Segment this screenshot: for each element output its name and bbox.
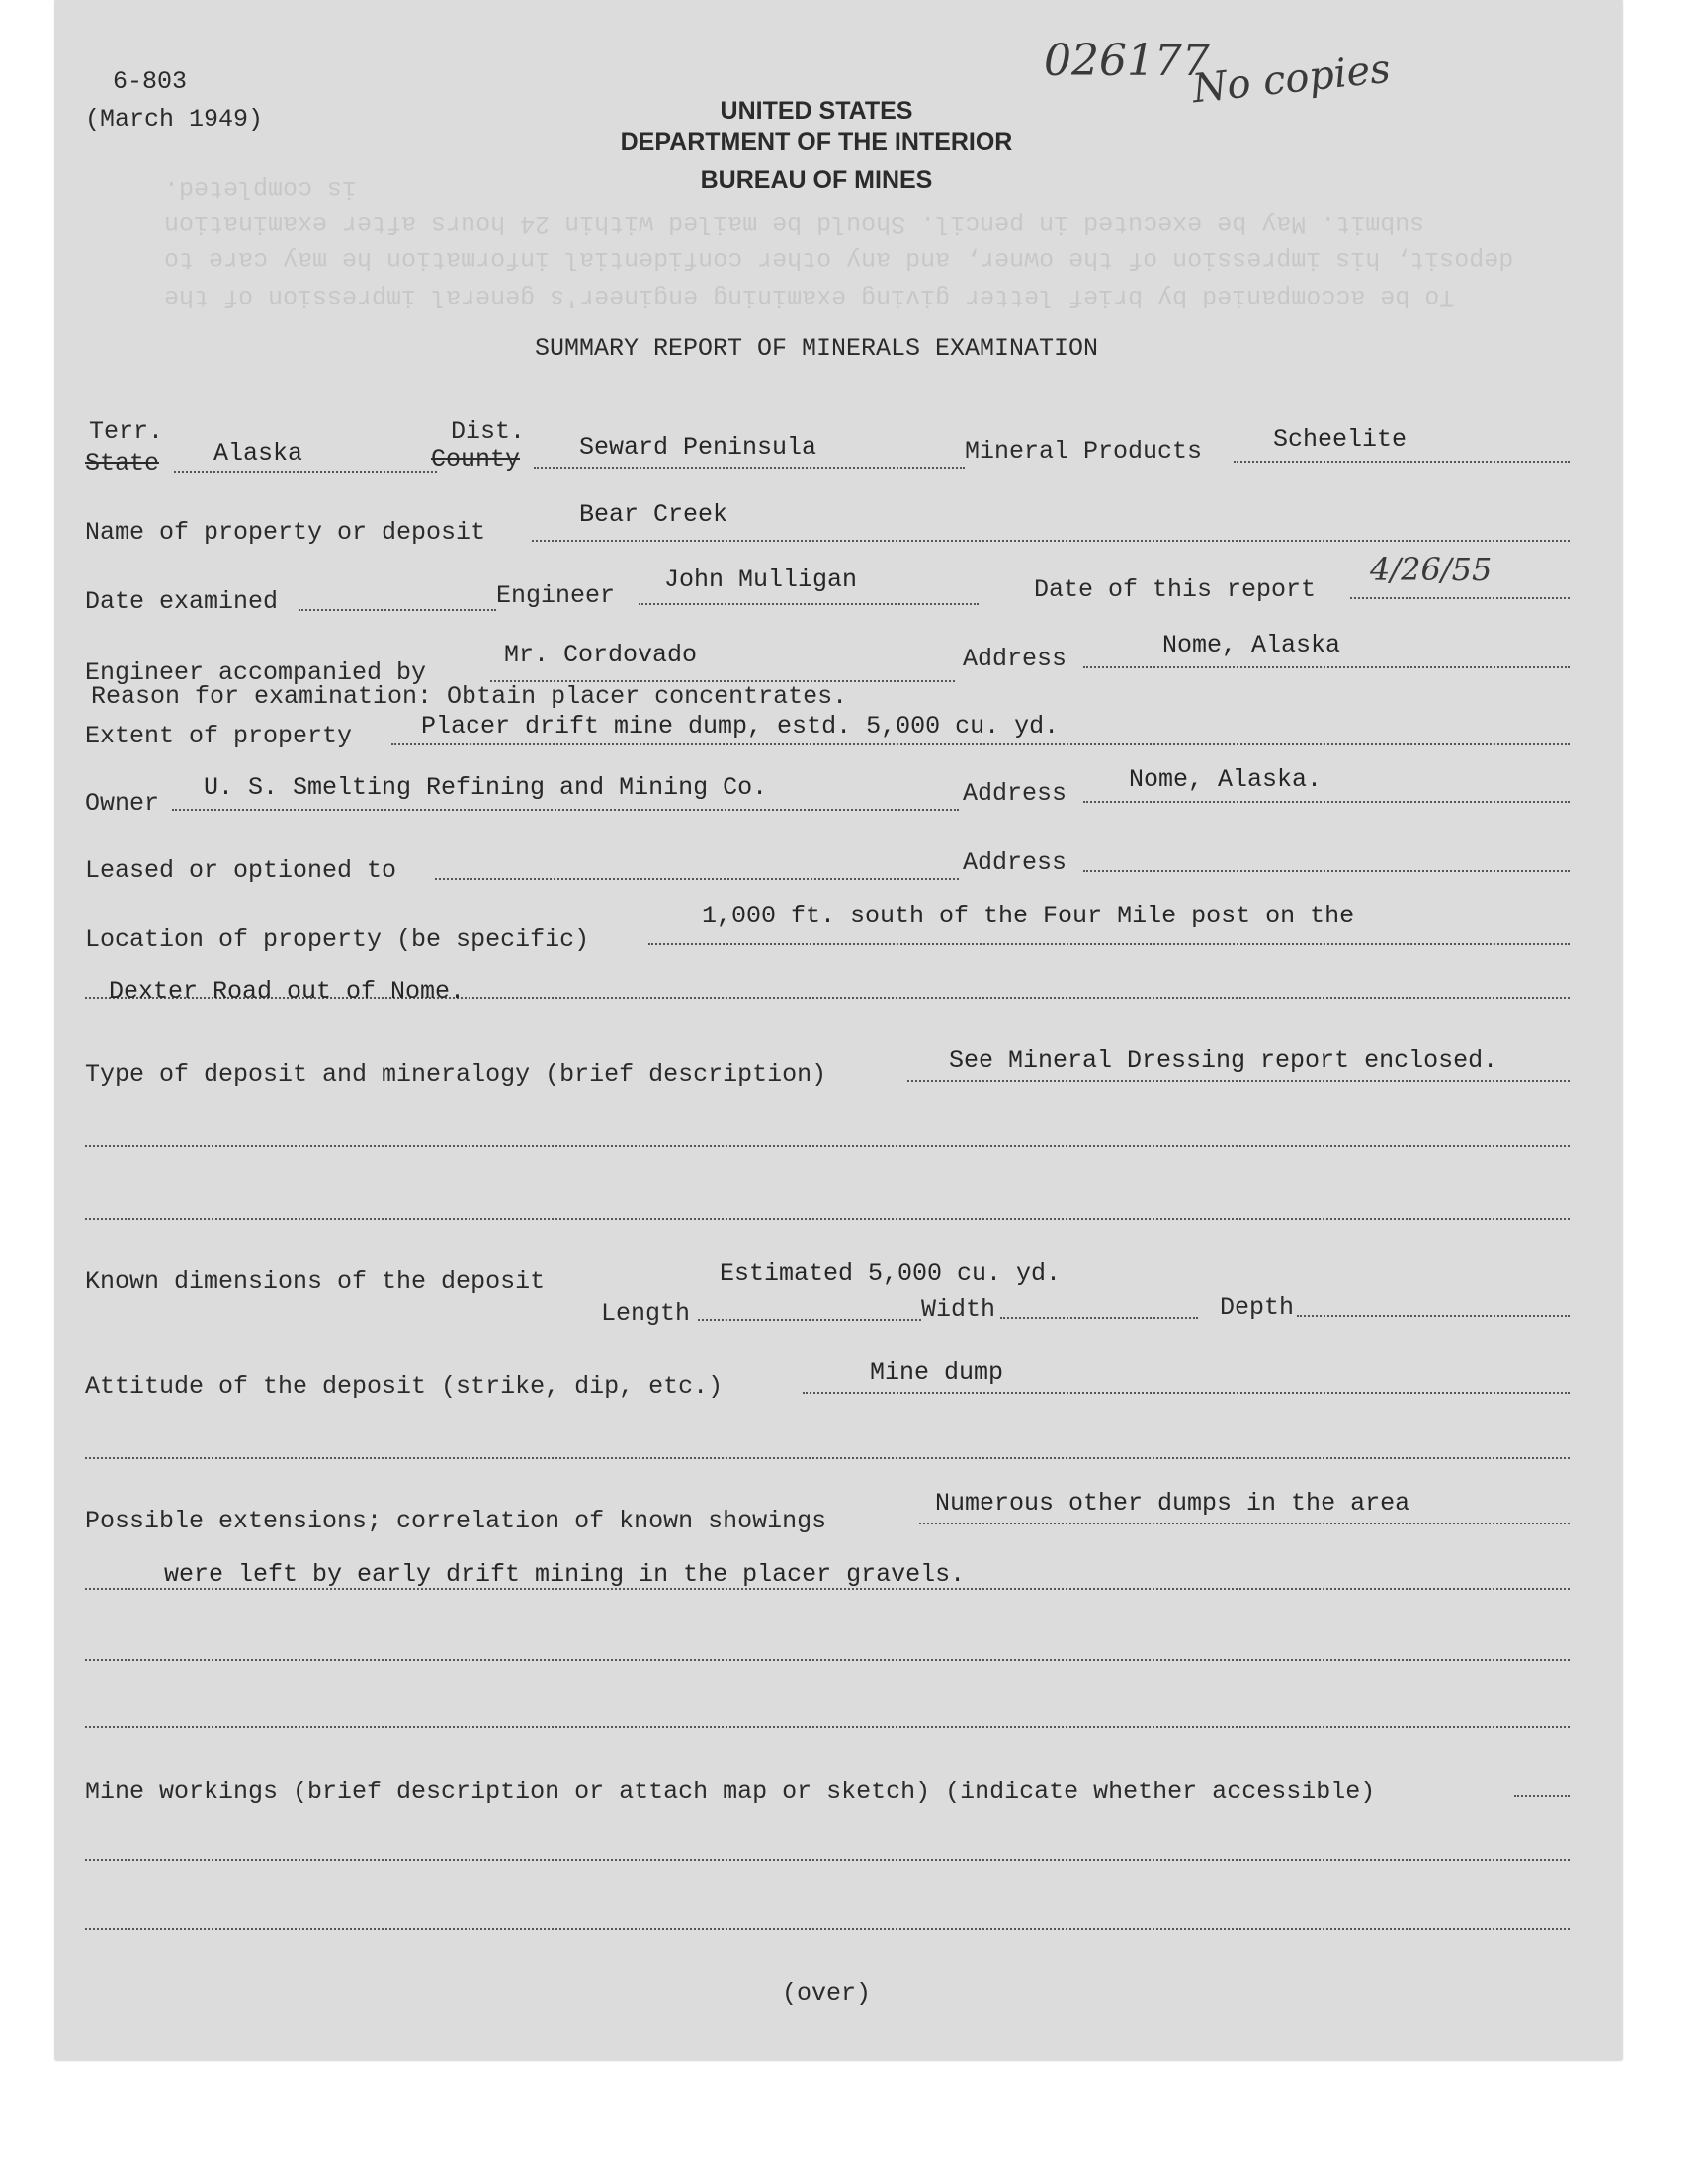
deposit-type-field-line-3 (85, 1218, 1570, 1220)
bleed-through-text: deposit, his impression of the owner, and any other confidential information he may care to (164, 245, 1514, 274)
extensions-label: Possible extensions; correlation of known showings (85, 1507, 827, 1535)
owner-field-line (172, 809, 959, 811)
location-value-line-2: Dexter Road out of Nome. (109, 977, 466, 1005)
location-field-line-1 (648, 943, 1570, 945)
handwritten-note: No copies (1190, 45, 1393, 113)
extensions-value-line-1: Numerous other dumps in the area (935, 1489, 1410, 1518)
date-examined-field-line (299, 609, 496, 611)
over-indicator: (over) (781, 1979, 871, 2008)
workings-field-line-2 (85, 1859, 1570, 1861)
accompanied-address-value: Nome, Alaska (1162, 631, 1341, 659)
property-name-value: Bear Creek (579, 500, 728, 529)
date-report-value: 4/26/55 (1370, 551, 1493, 588)
owner-address-label: Address (963, 779, 1068, 808)
owner-address-value: Nome, Alaska. (1129, 765, 1323, 794)
engineer-value: John Mulligan (664, 566, 858, 594)
document-page (55, 0, 1622, 2060)
reason-for-examination: Reason for examination: Obtain placer concentrates. (91, 682, 848, 711)
leased-label: Leased or optioned to (85, 856, 397, 885)
property-name-field-line (532, 540, 1570, 542)
extensions-field-line-3 (85, 1659, 1570, 1661)
mineral-products-value: Scheelite (1273, 425, 1408, 454)
attitude-field-line-2 (85, 1457, 1570, 1459)
leased-field-line (435, 878, 959, 880)
width-label: Width (921, 1295, 996, 1324)
depth-label: Depth (1220, 1293, 1295, 1322)
county-value: Seward Peninsula (579, 433, 817, 462)
deposit-type-label: Type of deposit and mineralogy (brief description) (85, 1060, 827, 1088)
deposit-type-value: See Mineral Dressing report enclosed. (949, 1046, 1498, 1075)
workings-field-line-1 (1514, 1795, 1570, 1797)
state-value: Alaska (214, 439, 303, 468)
location-label: Location of property (be specific) (85, 925, 590, 954)
state-label: State (85, 449, 160, 478)
location-value-line-1: 1,000 ft. south of the Four Mile post on the (702, 902, 1355, 930)
depth-field-line (1297, 1315, 1570, 1317)
form-number: 6-803 (113, 67, 188, 96)
property-name-label: Name of property or deposit (85, 518, 486, 547)
workings-label: Mine workings (brief description or attach map or sketch) (indicate whether accessible) (85, 1778, 1376, 1806)
mineral-products-label: Mineral Products (965, 437, 1203, 466)
date-examined-label: Date examined (85, 587, 279, 616)
extensions-field-line-4 (85, 1726, 1570, 1728)
date-report-field-line (1350, 597, 1570, 599)
bleed-through-text: is completed. (164, 174, 358, 203)
org-line-2: DEPARTMENT OF THE INTERIOR (620, 129, 1013, 156)
extent-field-line (391, 743, 1570, 745)
dimensions-label: Known dimensions of the deposit (85, 1267, 546, 1296)
attitude-value: Mine dump (870, 1358, 1004, 1387)
accompanied-by-value: Mr. Cordovado (504, 641, 698, 669)
accompanied-address-label: Address (963, 645, 1068, 673)
form-title: SUMMARY REPORT OF MINERALS EXAMINATION (534, 334, 1099, 363)
county-field-line (534, 467, 965, 469)
extensions-value-line-2: were left by early drift mining in the placer gravels. (164, 1560, 966, 1589)
attitude-field-line (803, 1392, 1570, 1394)
deposit-type-field-line-2 (85, 1145, 1570, 1147)
county-label: County (431, 445, 521, 474)
bleed-through-text: submit. May be executed in pencil. Should be mailed within 24 hours after examination (164, 210, 1425, 238)
workings-field-line-3 (85, 1928, 1570, 1930)
extent-label: Extent of property (85, 722, 353, 750)
bleed-through-text: To be accompanied by brief letter giving examining engineer's general impression of the (164, 283, 1455, 311)
org-line-1: UNITED STATES (720, 97, 913, 125)
leased-address-label: Address (963, 848, 1068, 877)
dist-label: Dist. (451, 417, 526, 446)
deposit-type-field-line-1 (907, 1080, 1570, 1082)
length-field-line (698, 1319, 921, 1321)
extent-value: Placer drift mine dump, estd. 5,000 cu. yd. (421, 712, 1060, 740)
handwritten-reference-number: 026177 (1044, 36, 1210, 86)
accompanied-address-field-line (1083, 666, 1570, 668)
form-edition: (March 1949) (85, 105, 264, 133)
engineer-label: Engineer (496, 581, 616, 610)
dimensions-value: Estimated 5,000 cu. yd. (720, 1260, 1062, 1288)
leased-address-field-line (1083, 870, 1570, 872)
attitude-label: Attitude of the deposit (strike, dip, etc.) (85, 1372, 724, 1401)
extensions-field-line-1 (919, 1522, 1570, 1524)
engineer-field-line (639, 603, 979, 605)
terr-label: Terr. (89, 417, 164, 446)
date-report-label: Date of this report (1034, 575, 1317, 604)
mineral-products-field-line (1234, 461, 1570, 463)
org-line-3: BUREAU OF MINES (700, 166, 933, 194)
owner-address-field-line (1083, 801, 1570, 803)
owner-value: U. S. Smelting Refining and Mining Co. (204, 773, 768, 802)
state-field-line (174, 471, 437, 473)
owner-label: Owner (85, 789, 160, 818)
length-label: Length (601, 1299, 691, 1328)
width-field-line (1000, 1317, 1198, 1319)
accompanied-by-label: Engineer accompanied by (85, 658, 427, 687)
